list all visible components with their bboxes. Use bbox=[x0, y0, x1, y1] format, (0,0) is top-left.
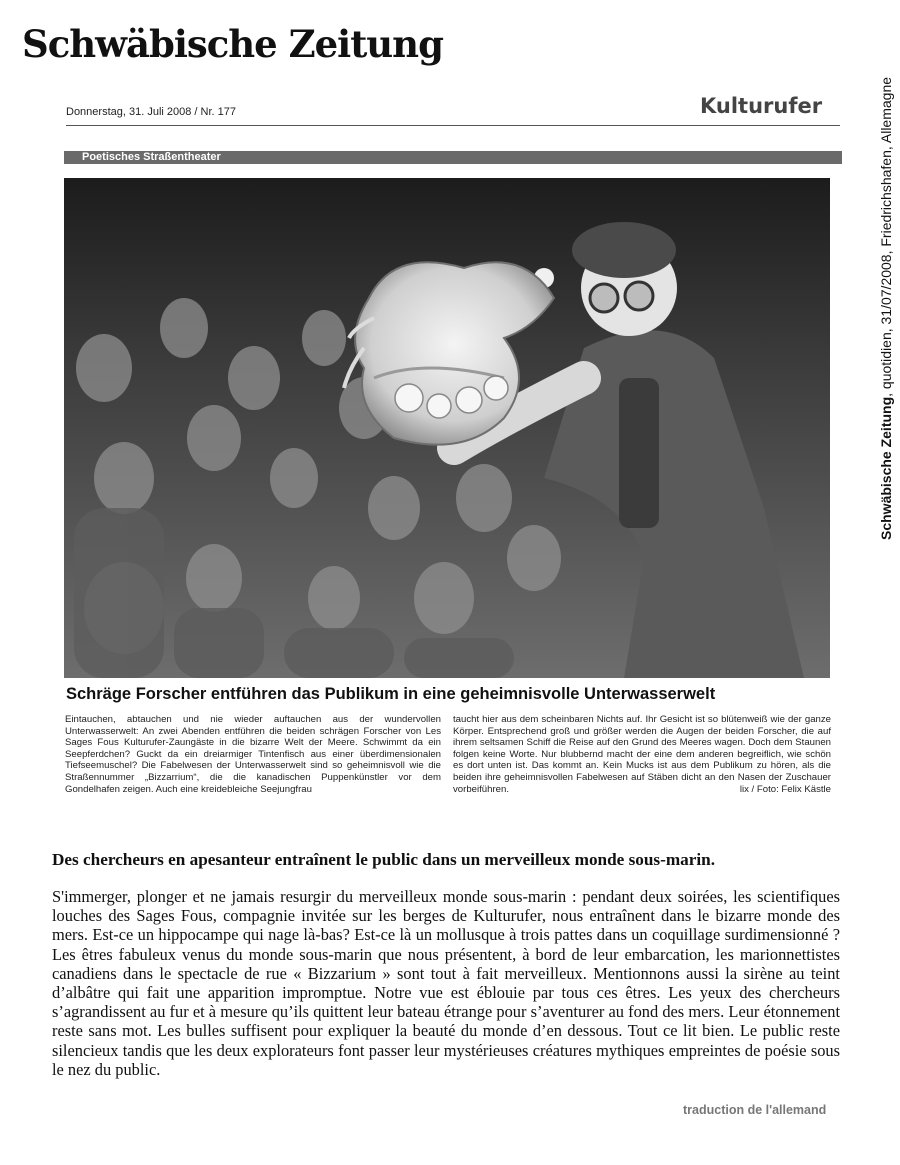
section-divider bbox=[66, 125, 840, 126]
photo-credit: lix / Foto: Felix Kästle bbox=[739, 783, 831, 795]
translation-footnote: traduction de l'allemand bbox=[683, 1103, 827, 1117]
section-title: Kulturufer bbox=[700, 94, 823, 118]
source-note-publication: Schwäbische Zeitung bbox=[878, 396, 894, 540]
issue-dateline: Donnerstag, 31. Juli 2008 / Nr. 177 bbox=[66, 106, 236, 118]
article-kicker: Poetisches Straßentheater bbox=[64, 151, 842, 164]
article-column-right-text: taucht hier aus dem scheinbaren Nichts auf. Ihr Gesicht ist so blütenweiß wie der ganze Körper. Entsprechend groß und größer werden die Augen der beiden Forscher, die auf ihrem seltsamen Schiff die Reise auf den Grund des Meeres wagen. Doch dem Staunen folgen keine Worte. Nur blubbernd macht der eine dem anderen begreiflich, wie schön es dort unten ist. Das kommt an. Kein Mucks ist aus dem Publikum zu hören, als die beiden ihre geheimnisvollen Fabelwesen auf Stäben dicht an den Nasen der Zuschauer vorbeiführen. bbox=[453, 714, 831, 795]
article-column-left: Eintauchen, abtauchen und nie wieder auftauchen aus der wundervollen Unterwasserwelt: An zwei Abenden entführen die beiden schrägen Forscher von Les Sages Fous Kulturufer-Zaungäste in die bizarre Welt der Meere. Schwimmt da ein Seepferdchen? Guckt da ein dreiarmiger Tintenfisch aus einer überdimensionalen Tiefseemuschel? Die Fabelwesen der Unterwasserwelt sind so geheimnisvoll wie die Straßennummer „Bizzarrium“, die die kanadischen Puppenkünstler vor dem Gondelhafen zeigen. Auch eine kreidebleiche Seejungfrau bbox=[65, 714, 441, 795]
performer-photo-illustration bbox=[64, 178, 830, 678]
article-photo bbox=[64, 178, 830, 678]
translation-body: S'immerger, plonger et ne jamais resurgir du merveilleux monde sous-marin : pendant deux soirées, les scientifiques louches des Sages Fous, compagnie invitée sur les berges de Kulturufer, nous entraînent dans le bizarre monde des mers. Est-ce un hippocampe qui nage là-bas? Est-ce là un mollusque à trois pattes dans un coquillage surdimensionné ? Les êtres fabuleux venus du monde sous-marin que nous présentent, à bord de leur embarcation, les marionnettistes canadiens dans le spectacle de rue « Bizzarium » sont tout à fait merveilleux. Mentionnons aussi la sirène au teint d’albâtre qui fait une apparition impromptue. Notre vue est éblouie par tous ces êtres. Les yeux des chercheurs s’agrandissent au fur et à mesure qu’ils quittent leur bateau étrange pour s’aventurer au fond des mers. Leur étonnement reste sans mot. Les bulles suffisent pour expliquer la beauté du monde d’en dessous. Tout ce lit bien. Le public reste silencieux tandis que les deux explorateurs font passer leur mystérieuses créatures mythiques empreintes de poésie sous le nez du public. bbox=[52, 887, 840, 1079]
article-headline: Schräge Forscher entführen das Publikum in eine geheimnisvolle Unterwasserwelt bbox=[66, 685, 716, 703]
newspaper-masthead: Schwäbische Zeitung bbox=[22, 22, 443, 66]
source-note-details: , quotidien, 31/07/2008, Friedrichshafen, Allemagne bbox=[878, 76, 894, 397]
translation-title: Des chercheurs en apesanteur entraînent le public dans un merveilleux monde sous-marin. bbox=[52, 850, 716, 869]
source-note bbox=[878, 77, 894, 540]
article-column-right bbox=[453, 714, 831, 795]
